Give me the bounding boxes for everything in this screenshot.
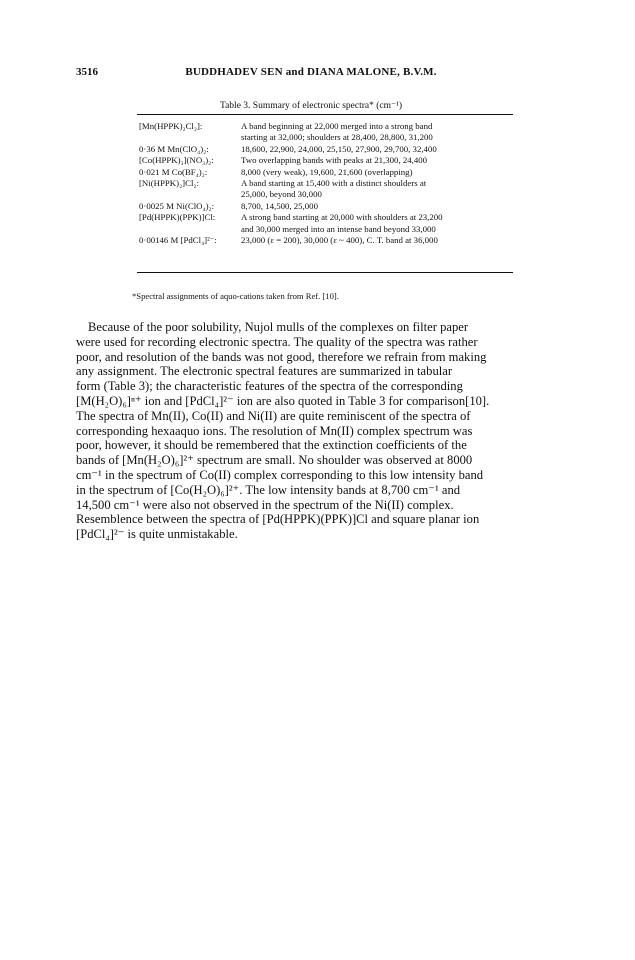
paragraph-line: Resemblence between the spectra of [Pd(HPPK)(PPK)]Cl and square planar ion [76, 512, 480, 527]
description-line: A band beginning at 22,000 merged into a strong band [241, 121, 433, 131]
table-row [139, 201, 513, 212]
table-cell-description [240, 201, 513, 212]
table-cell-compound: 0·021 M Co(BF₄)₂: [139, 166, 208, 177]
paragraph-line: bands of [Mn(H₂O)₆]²⁺ spectrum are small. No shoulder was observed at 8000 [76, 453, 473, 468]
table-row [139, 212, 513, 235]
paragraph-line: The spectra of Mn(II), Co(II) and Ni(II) are quite reminiscent of the spectra of [76, 408, 471, 423]
running-head-authors: BUDDHADEV SEN and DIANA MALONE, B.V.M. [185, 66, 437, 78]
paragraph-line: form (Table 3); the characteristic features of the spectra of the corresponding [76, 379, 463, 394]
table-caption: Table 3. Summary of electronic spectra* (cm⁻¹) [219, 101, 403, 111]
body-paragraph [76, 320, 548, 542]
description-line: 25,000, beyond 30,000 [241, 189, 322, 200]
paragraph-line: poor, and resolution of the bands was not good, therefore we refrain from making [76, 349, 487, 364]
paragraph-line: corresponding hexaaquo ions. The resolution of Mn(II) complex spectrum was [76, 423, 473, 438]
description-line: A strong band starting at 20,000 with shoulders at 23,200 [241, 212, 443, 223]
table-row [139, 155, 513, 166]
paragraph-line: any assignment. The electronic spectral features are summarized in tabular [76, 364, 453, 379]
description-line: Two overlapping bands with peaks at 21,300, 24,400 [241, 155, 428, 166]
table-cell-compound: 0·00146 M [PdCl₄]²⁻: [139, 235, 217, 246]
paragraph-line: in the spectrum of [Co(H₂O)₆]²⁺. The low intensity bands at 8,700 cm⁻¹ and [76, 482, 461, 497]
description-line: starting at 32,000; shoulders at 28,400, 28,800, 31,200 [241, 132, 433, 143]
table-row [139, 235, 513, 246]
table-bottom-rule [137, 272, 513, 273]
table-row [139, 121, 513, 144]
paragraph-line: Because of the poor solubility, Nujol mulls of the complexes on filter paper [88, 320, 469, 334]
page-number: 3516 [76, 66, 98, 78]
table-top-rule [137, 114, 513, 115]
table-cell-description [240, 212, 513, 235]
table-row [139, 167, 513, 178]
description-line: 18,600, 22,900, 24,000, 25,150, 27,900, 29,700, 32,400 [241, 143, 437, 154]
spectra-table [139, 121, 513, 246]
table-cell-description [240, 144, 513, 155]
running-head [76, 66, 546, 82]
table-footnote: *Spectral assignments of aquo-cations taken from Ref. [10]. [132, 291, 339, 301]
table-cell-description [240, 121, 513, 144]
table-cell-compound: 0·0025 M Ni(ClO₄)₂: [139, 200, 215, 211]
table-cell-description [240, 167, 513, 178]
table-cell-description [240, 178, 513, 201]
paragraph-line: poor, however, it should be remembered that the extinction coefficients of the [76, 438, 467, 453]
table-cell-description [240, 155, 513, 166]
paragraph-line: [PdCl₄]²⁻ is quite unmistakable. [76, 527, 238, 542]
description-line: A band starting at 15,400 with a distinct shoulders at [241, 178, 427, 189]
description-line: and 30,000 merged into an intense band beyond 33,000 [241, 223, 436, 234]
table-cell-description [240, 235, 513, 246]
table-cell-compound: [Mn(HPPK)₂Cl₂]: [139, 121, 203, 131]
table-row [139, 144, 513, 155]
paragraph-line: 14,500 cm⁻¹ were also not observed in the spectrum of the Ni(II) complex. [76, 497, 454, 512]
description-line: 23,000 (ε = 200), 30,000 (ε ~ 400), C. T. band at 36,000 [241, 235, 438, 246]
paragraph-line: cm⁻¹ in the spectrum of Co(II) complex corresponding to this low intensity band [76, 467, 484, 482]
table-cell-compound: [Pd(HPPK)(PPK)]Cl: [139, 212, 216, 223]
description-line: 8,700, 14,500, 25,000 [241, 200, 318, 211]
paragraph-line: [M(H₂O)₆]ⁿ⁺ ion and [PdCl₄]²⁻ ion are also quoted in Table 3 for comparison[10]. [76, 393, 490, 408]
description-line: 8,000 (very weak), 19,600, 21,600 (overlapping) [241, 166, 413, 177]
table-cell-compound: [Co(HPPK)₃](NO₃)₂: [139, 155, 214, 166]
table-cell-compound: 0·36 M Mn(ClO₄)₂: [139, 143, 209, 154]
table-row [139, 178, 513, 201]
paragraph-line: were used for recording electronic spectra. The quality of the spectra was rather [76, 334, 478, 349]
table-cell-compound: [Ni(HPPK)₂]Cl₂: [139, 178, 199, 189]
